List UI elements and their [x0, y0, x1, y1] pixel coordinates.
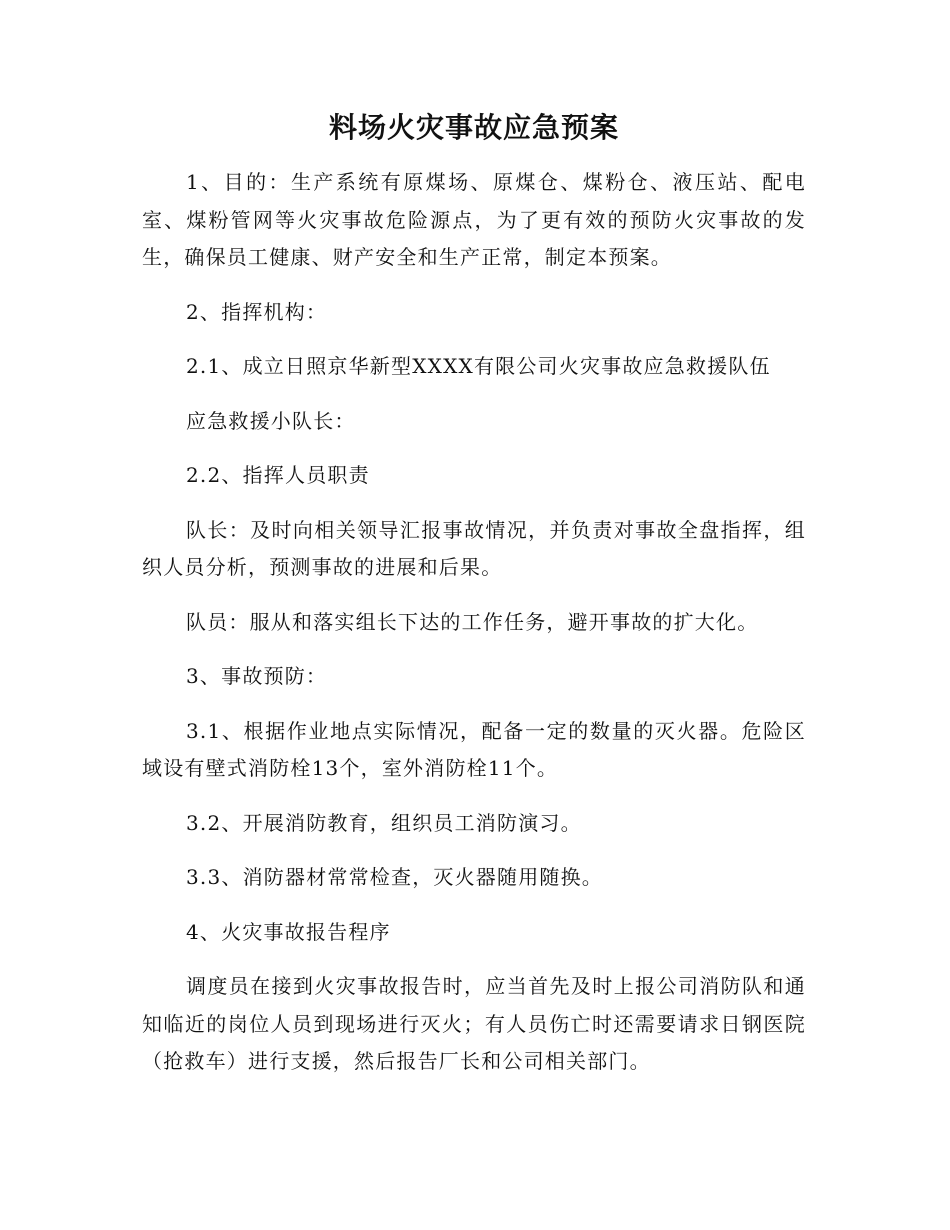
paragraph-member-duties: 队员：服从和落实组长下达的工作任务，避开事故的扩大化。 [186, 609, 759, 634]
paragraph-team-leader: 应急救援小队长： [186, 408, 356, 433]
paragraph-purpose: 1、目的：生产系统有原煤场、原煤仓、煤粉仓、液压站、配电室、煤粉管网等火灾事故危险源点，为了更有效的预防火灾事故的发生，确保员工健康、财产安全和生产正常，制定本预案。 [142, 170, 806, 269]
paragraph-prevention-heading: 3、事故预防： [186, 664, 328, 688]
paragraph-report-heading: 4、火灾事故报告程序 [186, 919, 391, 944]
paragraph-prevention-inspection: 3.3、消防器材常常检查，灭火器随用随换。 [186, 865, 604, 889]
document-page [142, 108, 806, 1098]
paragraph-prevention-education: 3.2、开展消防教育，组织员工消防演习。 [186, 810, 582, 835]
paragraph-rescue-team: 2.1、成立日照京华新型XXXX有限公司火灾事故应急救援队伍 [186, 354, 771, 378]
paragraph-leader-duties: 队长：及时向相关领导汇报事故情况，并负责对事故全盘指挥，组织人员分析，预测事故的进展和后果。 [142, 517, 806, 579]
paragraph-report-procedure: 调度员在接到火灾事故报告时，应当首先及时上报公司消防队和通知临近的岗位人员到现场进行灭火；有人员伤亡时还需要请求日钢医院（抢救车）进行支援，然后报告厂长和公司相关部门。 [142, 974, 806, 1073]
paragraph-prevention-extinguishers: 3.1、根据作业地点实际情况，配备一定的数量的灭火器。危险区域设有壁式消防栓13个，室外消防栓11个。 [142, 718, 806, 780]
paragraph-duties-heading: 2.2、指挥人员职责 [186, 463, 370, 487]
document-title: 料场火灾事故应急预案 [328, 111, 619, 144]
paragraph-command-structure: 2、指挥机构： [186, 299, 328, 324]
